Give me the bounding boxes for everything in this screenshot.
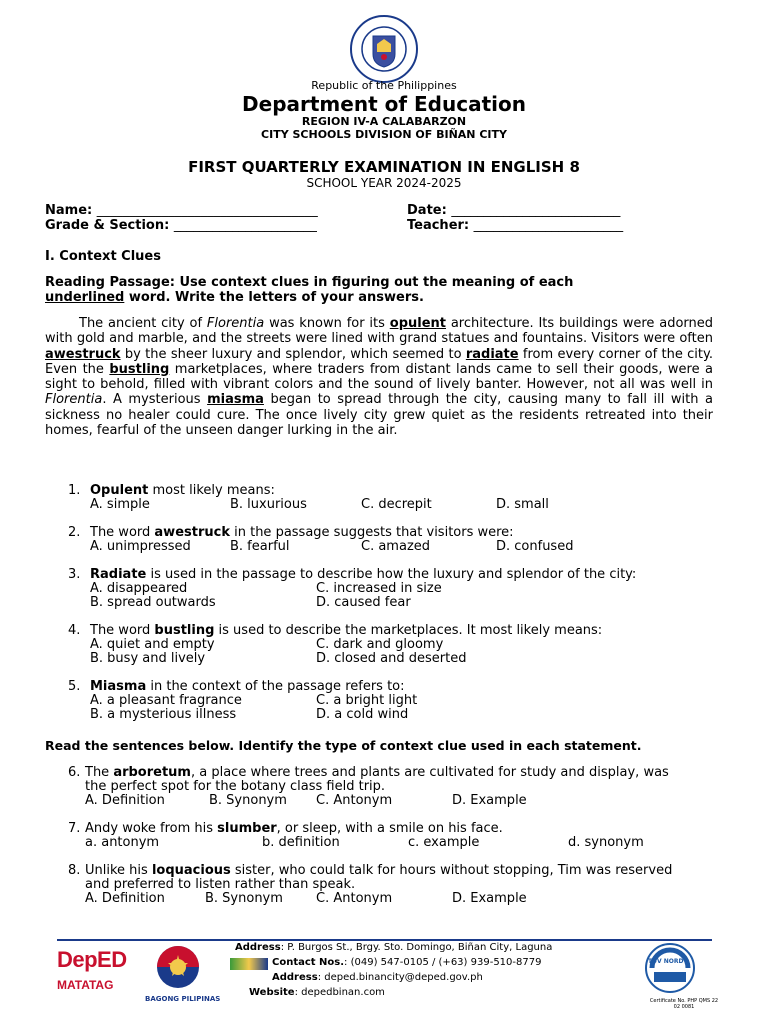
q6-option-a[interactable]: A. Definition (85, 793, 165, 808)
word-bustling: bustling (109, 361, 170, 377)
q8-option-b[interactable]: B. Synonym (205, 891, 283, 906)
deped-seal-logo (349, 14, 419, 84)
footer-divider (57, 939, 712, 941)
instructions-line2: word. Write the letters of your answers. (124, 290, 424, 305)
certificate-number: Certificate No. PHP QMS 22 02 0081 (649, 998, 719, 1010)
bagong-pilipinas-logo (145, 945, 221, 1003)
q1-option-a[interactable]: A. simple (90, 497, 150, 512)
teacher-row (407, 218, 623, 233)
q4-option-b[interactable]: B. busy and lively (90, 651, 206, 666)
city-name-2: Florentia (45, 392, 103, 408)
bagong-pilipinas-text: BAGONG PILIPINAS (145, 995, 221, 1003)
q3-option-c[interactable]: C. increased in size (316, 581, 442, 596)
footer-contact: Contact Nos.: (049) 547-0105 / (+63) 939-510-8779 (272, 957, 542, 968)
tuv-nord-certification-icon (642, 942, 700, 994)
section-title: I. Context Clues (45, 249, 161, 264)
region-text: REGION IV-A CALABARZON (301, 115, 467, 128)
q5-option-a[interactable]: A. a pleasant fragrance (90, 693, 242, 708)
date-line[interactable]: __________________________ (451, 203, 621, 218)
instructions (45, 275, 725, 305)
city-name: Florentia (206, 316, 265, 331)
q7-option-b[interactable]: b. definition (262, 835, 340, 850)
q6-option-c[interactable]: C. Antonym (316, 793, 393, 808)
word-radiate: radiate (465, 346, 519, 362)
grade-label: Grade & Section: (45, 218, 170, 233)
q6-option-b[interactable]: B. Synonym (209, 793, 287, 808)
q5-option-c[interactable]: C. a bright light (316, 693, 418, 708)
q7-option-c[interactable]: c. example (408, 835, 480, 850)
q1-option-b[interactable]: B. luxurious (230, 497, 307, 512)
word-miasma: miasma (207, 392, 264, 408)
deped-matatag-logo (57, 948, 129, 1000)
matatag-text: MATATAG (57, 978, 114, 992)
q3-option-b[interactable]: B. spread outwards (90, 595, 216, 610)
q5-option-b[interactable]: B. a mysterious illness (90, 707, 237, 722)
q5-option-d[interactable]: D. a cold wind (316, 707, 409, 722)
grade-row (45, 218, 317, 233)
date-label: Date: (407, 203, 447, 218)
q3-option-d[interactable]: D. caused fear (316, 595, 411, 610)
bagong-pilipinas-emblem-icon (145, 945, 211, 991)
q8-option-d[interactable]: D. Example (452, 891, 527, 906)
teacher-label: Teacher: (407, 218, 470, 233)
word-opulent: opulent (389, 316, 446, 331)
tuv-nord-logo (642, 942, 712, 994)
reading-passage: The ancient city of Florentia was known for its opulent architecture. Its buildings were adorned with gold and marble, and the streets were lined with grand statues and fountains. Visitors were often awestruck by the sheer luxury and splendor, which seemed to radiate from every corner of the city. Even the bustling marketplaces, where traders from distant lands came to sell their goods, were a sight to behold, filled with vibrant colors and the sound of lively banter. However, not all was well in Florentia. A mysterious miasma began to spread through the city, causing many to fall ill with a sickness no healer could cure. The once lively city grew quiet as the residents retreated into their homes, fearful of the unseen danger lurking in the air. (45, 316, 714, 439)
city-flag-icon (230, 958, 268, 970)
q6-option-d[interactable]: D. Example (452, 793, 527, 808)
q4-option-a[interactable]: A. quiet and empty (90, 637, 215, 652)
division-text: CITY SCHOOLS DIVISION OF BIÑAN CITY (261, 128, 507, 141)
q7-option-d[interactable]: d. synonym (568, 835, 644, 850)
tuv-text: TÜV NORD (648, 958, 684, 965)
q2-option-b[interactable]: B. fearful (230, 539, 290, 554)
q2-option-a[interactable]: A. unimpressed (90, 539, 191, 554)
date-row (407, 203, 620, 218)
q1-option-c[interactable]: C. decrepit (361, 497, 432, 512)
name-line[interactable]: __________________________________ (96, 203, 318, 218)
department-title: Department of Education (242, 92, 526, 116)
name-row (45, 203, 318, 218)
deped-logo-text: DepED (57, 947, 127, 972)
instructions-line1: Reading Passage: Use context clues in figuring out the meaning of each (45, 275, 574, 290)
q4-option-c[interactable]: C. dark and gloomy (316, 637, 444, 652)
footer-website[interactable]: Website: depedbinan.com (249, 987, 385, 998)
teacher-line[interactable]: _______________________ (473, 218, 624, 233)
q2-option-c[interactable]: C. amazed (361, 539, 431, 554)
q4-option-d[interactable]: D. closed and deserted (316, 651, 467, 666)
footer-address: Address: P. Burgos St., Brgy. Sto. Domingo, Biñan City, Laguna (235, 942, 553, 953)
instructions-underlined: underlined (45, 290, 125, 305)
q8-option-a[interactable]: A. Definition (85, 891, 165, 906)
section2-instructions: Read the sentences below. Identify the type of context clue used in each statement. (45, 738, 642, 753)
q3-option-a[interactable]: A. disappeared (90, 581, 188, 596)
q8-option-c[interactable]: C. Antonym (316, 891, 393, 906)
republic-text: Republic of the Philippines (311, 79, 457, 92)
exam-title: FIRST QUARTERLY EXAMINATION IN ENGLISH 8 (188, 158, 580, 176)
school-year: SCHOOL YEAR 2024-2025 (306, 176, 462, 190)
word-awestruck: awestruck (45, 346, 121, 362)
grade-line[interactable]: ______________________ (173, 218, 317, 233)
q1-option-d[interactable]: D. small (496, 497, 549, 512)
q2-option-d[interactable]: D. confused (496, 539, 574, 554)
q7-option-a[interactable]: a. antonym (85, 835, 160, 850)
footer-email[interactable]: Address: deped.binancity@deped.gov.ph (272, 972, 483, 983)
name-label: Name: (45, 203, 93, 218)
